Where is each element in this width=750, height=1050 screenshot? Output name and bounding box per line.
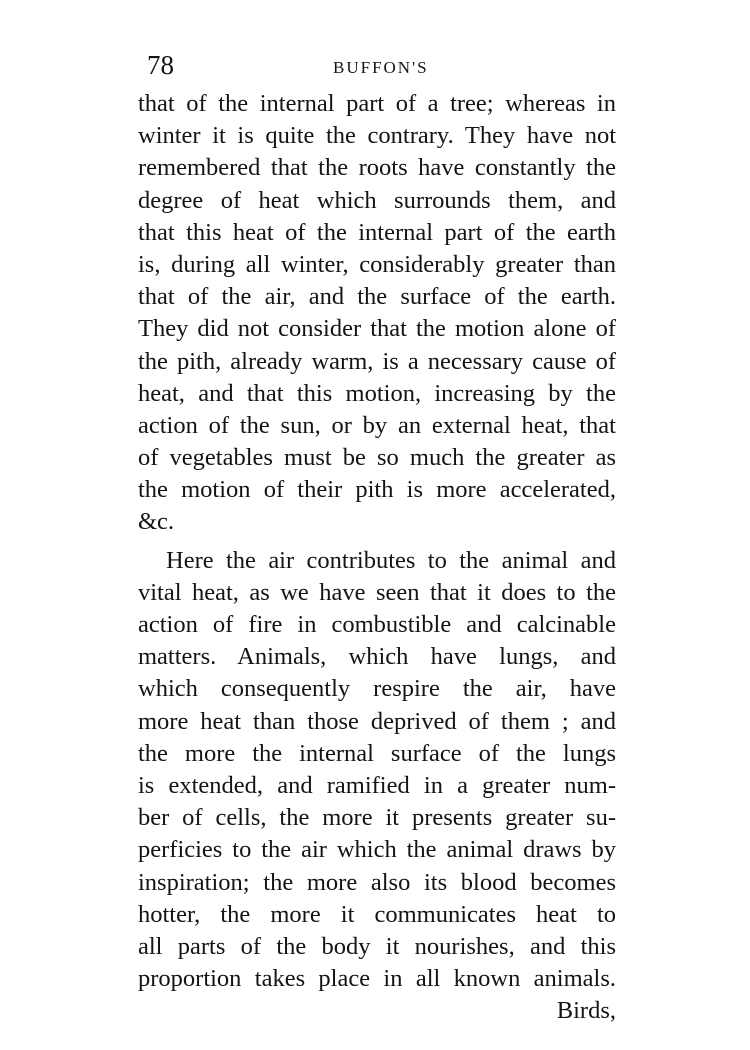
text-line: hotter, the more it communicates heat to [138,900,616,928]
text-line: matters. Animals, which have lungs, and [138,643,616,671]
text-line: the motion of their pith is more accelerated, [138,476,616,504]
text-line: ber of cells, the more it presents greater su- [138,804,616,832]
text-line: that this heat of the internal part of the earth [138,218,616,246]
text-line: &c. [138,508,175,536]
text-line: more heat than those deprived of them ; and [138,707,616,735]
text-line: is, during all winter, considerably greater than [138,250,616,278]
text-line: proportion takes place in all known animals. [138,965,616,993]
paragraph-1 [138,88,616,539]
text-line: They did not consider that the motion alone of [138,315,616,343]
text-line: perficies to the air which the animal draws by [138,836,616,864]
page-number: 78 [147,50,174,80]
text-line: that of the air, and the surface of the earth. [138,283,616,311]
body-text [138,88,616,1027]
text-line: degree of heat which surrounds them, and [138,186,616,214]
text-line: heat, and that this motion, increasing by the [138,379,616,407]
text-line: the more the internal surface of the lungs [138,739,616,767]
paragraph-2 [138,545,616,996]
catchword: Birds, [556,997,616,1025]
text-line: winter it is quite the contrary. They have not [138,122,616,150]
text-line: action of fire in combustible and calcinable [138,611,616,638]
text-line: which consequently respire the air, have [138,675,616,703]
running-head: BUFFON'S [333,58,429,77]
text-line: that of the internal part of a tree; whereas in [138,90,616,117]
text-line: all parts of the body it nourishes, and this [138,932,616,960]
text-line: remembered that the roots have constantly the [138,154,616,182]
text-line: action of the sun, or by an external heat, that [138,411,616,439]
text-line: is extended, and ramified in a greater num- [138,771,616,799]
text-line: of vegetables must be so much the greater as [138,444,616,472]
text-line: vital heat, as we have seen that it does to the [138,578,616,606]
page-header [147,48,611,88]
text-line: Here the air contributes to the animal and [166,546,616,574]
text-line: the pith, already warm, is a necessary cause of [138,347,616,375]
text-line: inspiration; the more also its blood becomes [138,868,616,896]
